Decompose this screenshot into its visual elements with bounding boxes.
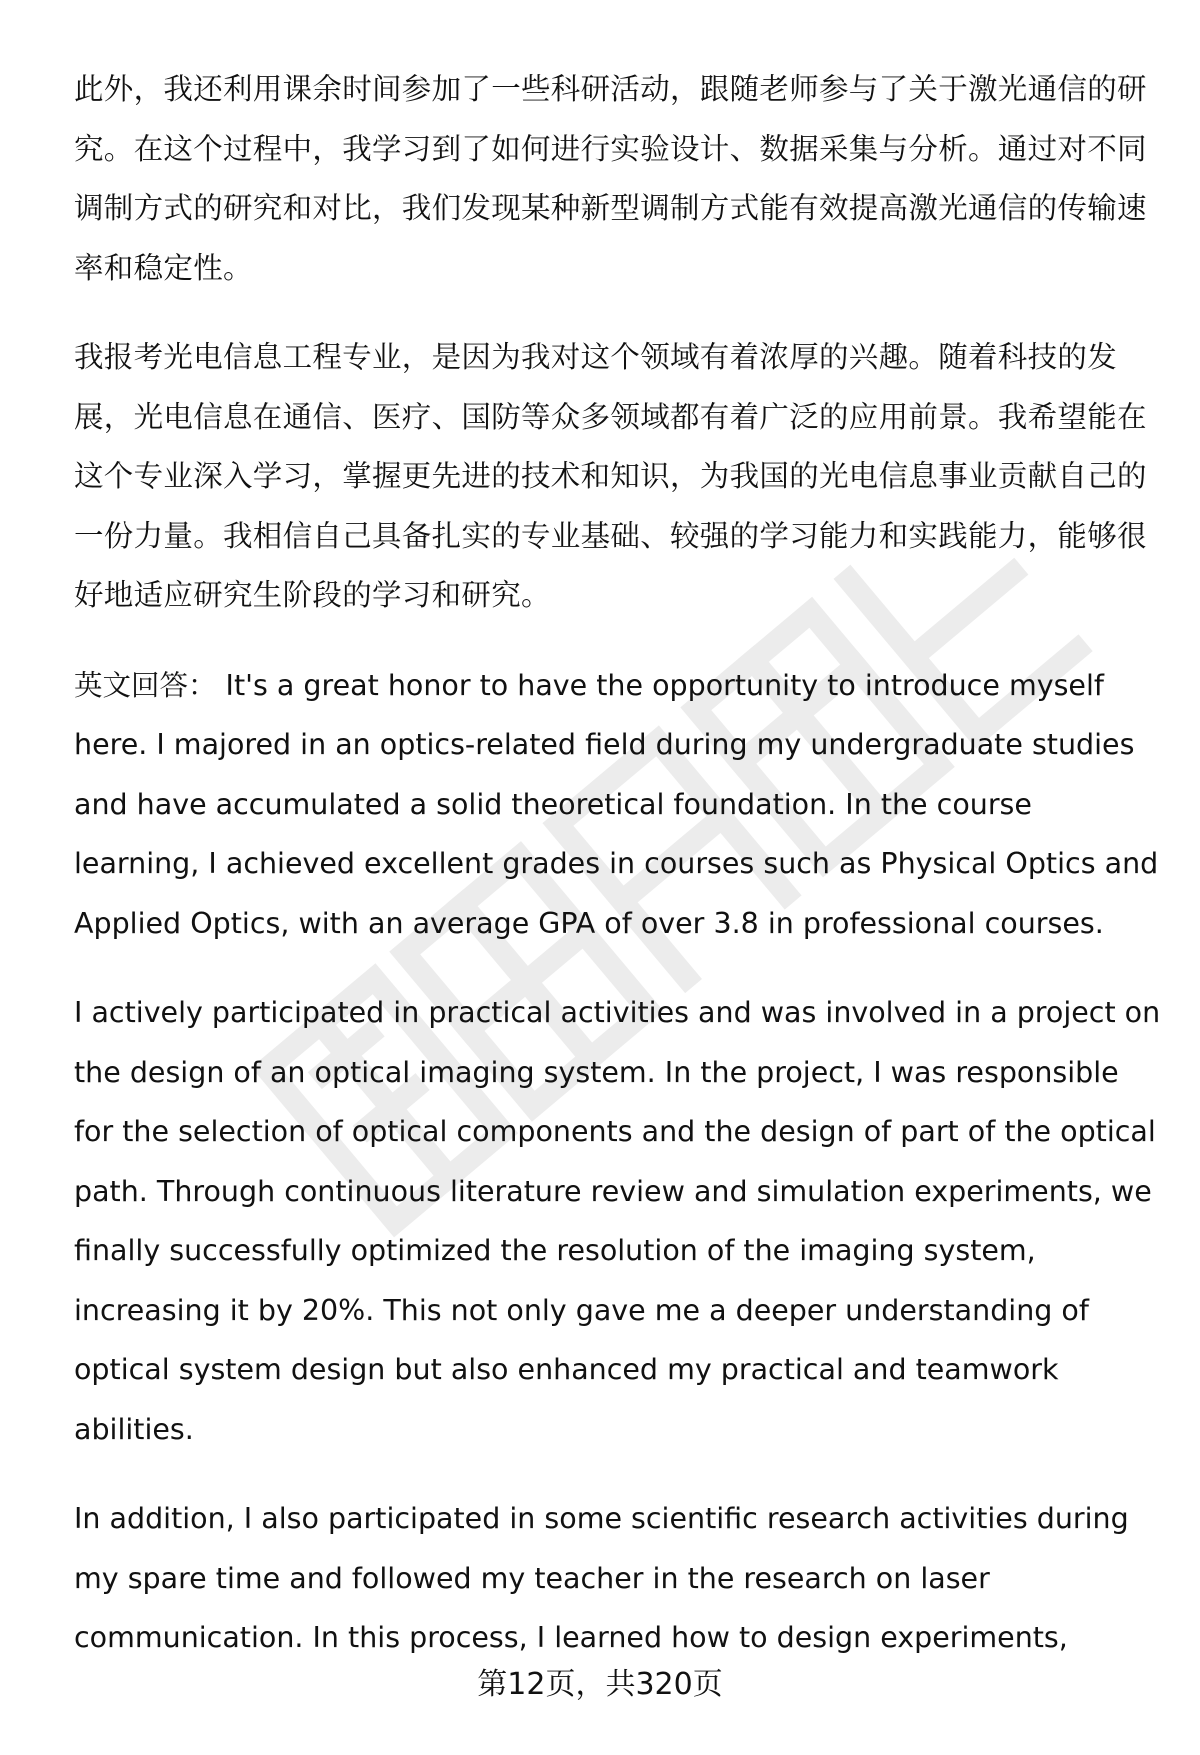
document-body bbox=[74, 60, 1164, 1698]
page-number: 第12页，共320页 bbox=[477, 1667, 723, 1702]
paragraph-project-en: I actively participated in practical activities and was involved in a project on the design of an optical imaging system. In the project, I was responsible for the selection of optical components and the design of part of the optical path. Through continuous literature review and simulation experiments, we finally successfully optimized the resolution of the imaging system, increasing it by 20%. This not only gave me a deeper understanding of optical system design but also enhanced my practical and teamwork abilities. bbox=[74, 996, 1161, 1446]
paragraph-research-en: In addition, I also participated in some scientific research activities during my spare time and followed my teacher in the research on laser communication. In this process, I learned how to design experiments, bbox=[74, 1502, 1129, 1654]
paragraph-intro-en: 英文回答： It's a great honor to have the opportunity to introduce myself here. I majored in an optics-related field during my undergraduate studies and have accumulated a solid theoretical foundation. In the course learning, I achieved excellent grades in courses such as Physical Optics and Applied Optics, with an average GPA of over 3.8 in professional courses. bbox=[74, 668, 1159, 940]
paragraph-research-zh: 此外，我还利用课余时间参加了一些科研活动，跟随老师参与了关于激光通信的研究。在这个过程中，我学习到了如何进行实验设计、数据采集与分析。通过对不同调制方式的研究和对比，我们发现某种新型调制方式能有效提高激光通信的传输速率和稳定性。 bbox=[74, 72, 1147, 285]
paragraph-motivation-zh: 我报考光电信息工程专业，是因为我对这个领域有着浓厚的兴趣。随着科技的发展，光电信息在通信、医疗、国防等众多领域都有着广泛的应用前景。我希望能在这个专业深入学习，掌握更先进的技术和知识，为我国的光电信息事业贡献自己的一份力量。我相信自己具备扎实的专业基础、较强的学习能力和实践能力，能够很好地适应研究生阶段的学习和研究。 bbox=[74, 340, 1147, 612]
